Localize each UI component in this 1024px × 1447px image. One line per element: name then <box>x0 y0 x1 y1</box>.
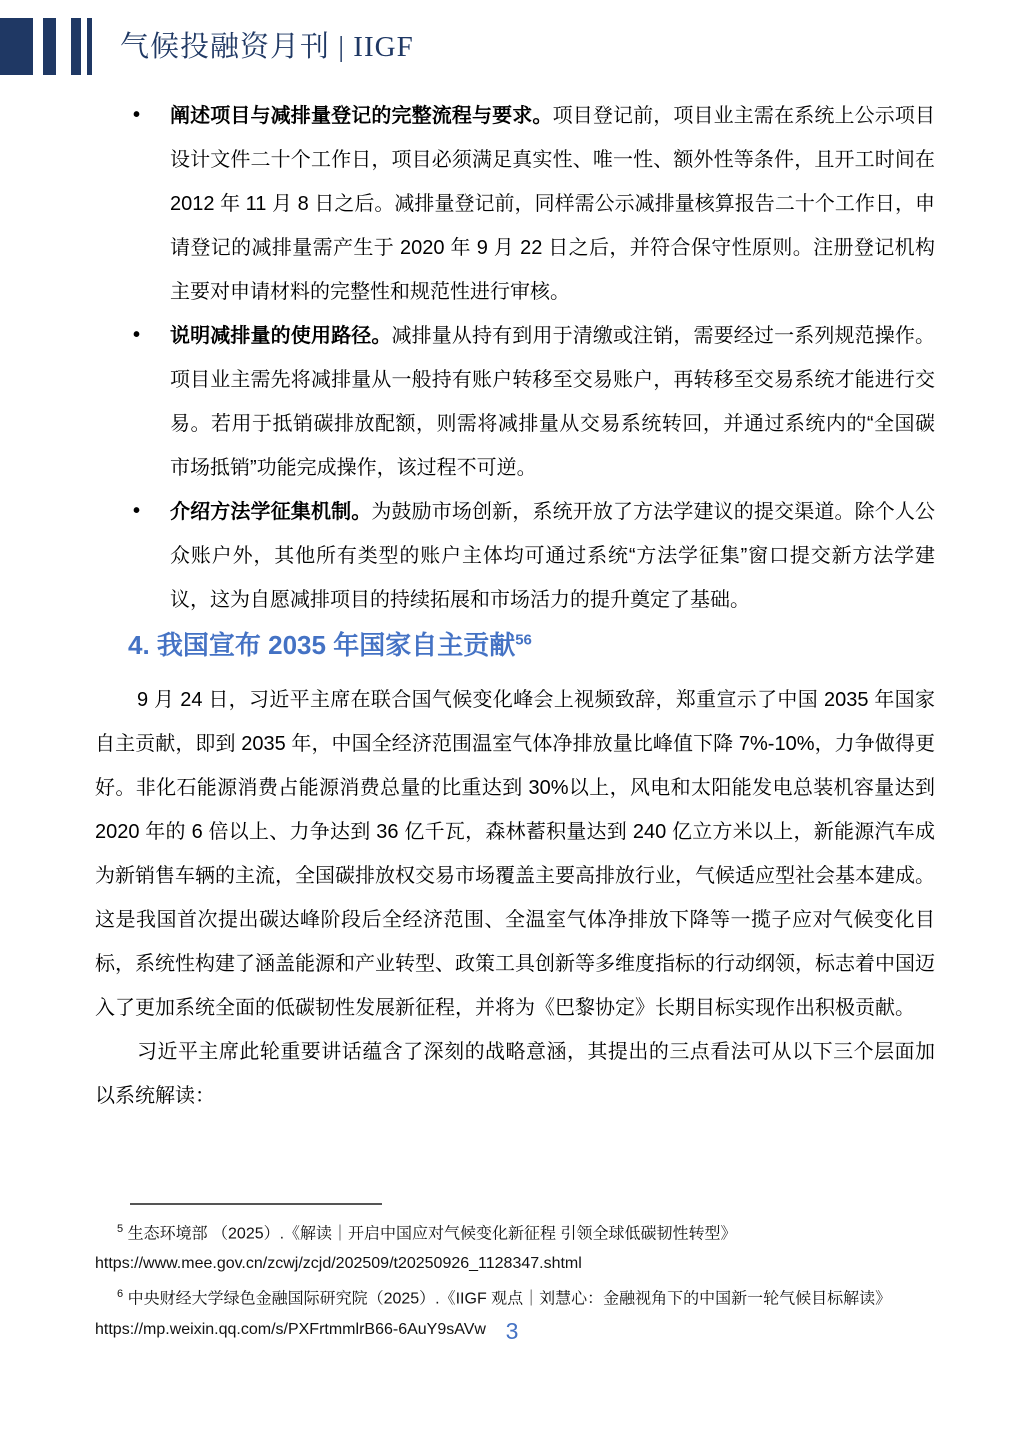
bullet-lead: 介绍方法学征集机制。 <box>170 501 372 523</box>
footnote-separator-line <box>130 1203 382 1205</box>
footnote-6 <box>95 1279 940 1314</box>
bullet-list <box>95 94 935 622</box>
bullet-dot-icon: • <box>133 104 141 126</box>
bullet-lead: 阐述项目与减排量登记的完整流程与要求。 <box>170 105 553 127</box>
bullet-item-methodology-solicitation <box>95 490 935 622</box>
footnote-6-marker: 6 <box>117 1288 124 1301</box>
logo-bar-2 <box>43 18 56 75</box>
footnote-5 <box>95 1214 940 1249</box>
body-paragraph-interpretation-intro: 习近平主席此轮重要讲话蕴含了深刻的战略意涵，其提出的三点看法可从以下三个层面加以系统解读： <box>95 1041 935 1107</box>
bullet-lead: 说明减排量的使用路径。 <box>170 325 392 347</box>
bullet-item-registration-process <box>95 94 935 314</box>
section-heading-ndc-2035 <box>128 628 935 662</box>
footnote-5-url: https://www.mee.gov.cn/zcwj/zcjd/202509/t20250926_1128347.shtml <box>95 1255 582 1273</box>
footnote-6-text: 中央财经大学绿色金融国际研究院（2025）.《IIGF 观点｜刘慧心：金融视角下的中国新一轮气候目标解读》 <box>123 1290 892 1308</box>
bullet-body: 减排量从持有到用于清缴或注销，需要经过一系列规范操作。项目业主需先将减排量从一般持有账户转移至交易账户，再转移至交易系统才能进行交易。若用于抵销碳排放配额，则需将减排量从交易系统转回，并通过系统内的“全国碳市场抵销”功能完成操作，该过程不可逆。 <box>170 325 936 479</box>
bullet-item-usage-path <box>95 314 935 490</box>
footnote-5-text: 生态环境部 （2025）.《解读｜开启中国应对气候变化新征程 引领全球低碳韧性转型》 <box>123 1225 737 1243</box>
footnote-reference-superscript: 56 <box>515 631 532 649</box>
bullet-body: 为鼓励市场创新，系统开放了方法学建议的提交渠道。除个人公众账户外，其他所有类型的账户主体均可通过系统“方法学征集”窗口提交新方法学建议，这为自愿减排项目的持续拓展和市场活力的提升奠定了基础。 <box>170 501 936 611</box>
iigf-logo-icon <box>0 18 95 75</box>
journal-title: 气候投融资月刊 | IIGF <box>120 31 414 63</box>
footnote-5-marker: 5 <box>117 1223 124 1235</box>
bullet-body: 项目登记前，项目业主需在系统上公示项目设计文件二十个工作日，项目必须满足真实性、唯一性、额外性等条件，且开工时间在 2012 年 11 月 8 日之后。减排量登记前，同样需公示减排量核算报告二十个工作日，申请登记的减排量需产生于 2020 年 9 月 22 日之后，并符合保守性原则。注册登记机构主要对申请材料的完整性和规范性进行审核。 <box>170 105 936 303</box>
main-content <box>95 94 935 1118</box>
bullet-dot-icon: • <box>133 500 141 522</box>
footnote-6-url: https://mp.weixin.qq.com/s/PXFrtmmlrB66-6AuY9sAVw <box>95 1320 486 1338</box>
logo-bar-1 <box>0 18 33 75</box>
page-header <box>0 18 1024 76</box>
logo-bar-4 <box>87 18 92 75</box>
body-paragraph-ndc-announcement: 9 月 24 日，习近平主席在联合国气候变化峰会上视频致辞，郑重宣示了中国 2035 年国家自主贡献，即到 2035 年，中国全经济范围温室气体净排放量比峰值下降 7%-10%，力争做得更好。非化石能源消费占能源消费总量的比重达到 30%以上，风电和太阳能发电总装机容量达到 2020 年的 6 倍以上、力争达到 36 亿千瓦，森林蓄积量达到 240 亿立方米以上，新能源汽车成为新销售车辆的主流，全国碳排放权交易市场覆盖主要高排放行业，气候适应型社会基本建成。这是我国首次提出碳达峰阶段后全经济范围、全温室气体净排放下降等一揽子应对气候变化目标，系统性构建了涵盖能源和产业转型、政策工具创新等多维度指标的行动纲领，标志着中国迈入了更加系统全面的低碳韧性发展新征程，并将为《巴黎协定》长期目标实现作出积极贡献。 <box>95 689 935 1019</box>
page-number: 3 <box>505 1318 519 1344</box>
bullet-dot-icon: • <box>133 324 141 346</box>
logo-bar-3 <box>71 18 81 75</box>
section-heading-text: 4. 我国宣布 2035 年国家自主贡献 <box>128 630 516 660</box>
